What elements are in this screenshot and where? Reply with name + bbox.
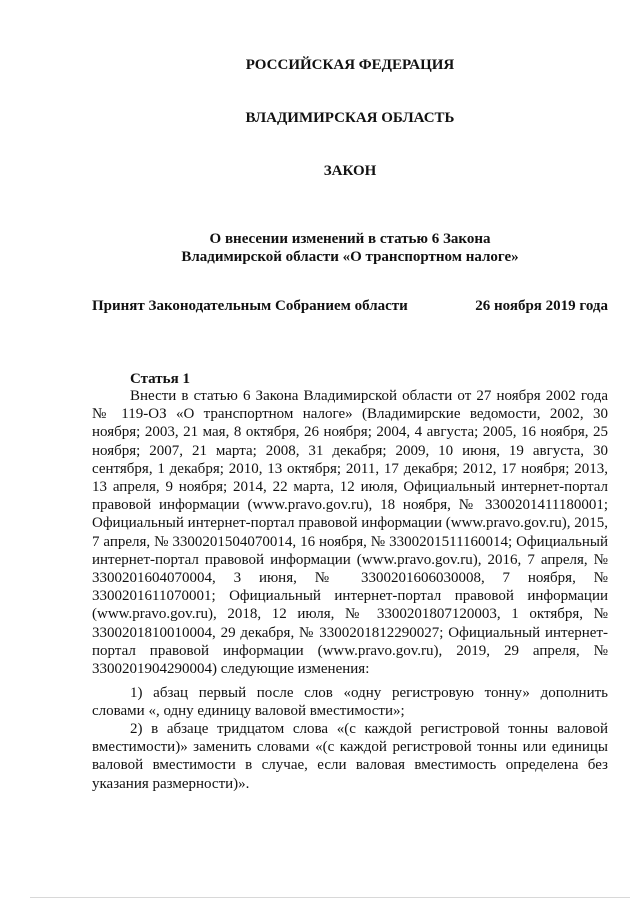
region-heading: ВЛАДИМИРСКАЯ ОБЛАСТЬ: [245, 110, 455, 126]
adoption-date: 26 ноября 2019 года: [475, 298, 608, 314]
article-intro-paragraph: Внести в статью 6 Закона Владимирской области от 27 ноября 2002 года № 119-ОЗ «О транспортном налоге» (Владимирские ведомости, 2002, 30 ноября; 2003, 21 мая, 8 октября, 26 ноября; 2004, 4 августа; 2005, 16 ноября, 25 ноября; 2007, 21 марта; 2008, 31 декабря; 2009, 10 июня, 19 августа, 30 сентября, 1 декабря; 2010, 13 октября; 2011, 17 декабря; 2012, 17 ноября; 2013, 13 апреля, 9 ноября; 2014, 22 марта, 12 июля, Официальный интернет-портал правовой информации (www.pravo.gov.ru), 18 ноября, № 3300201411180001; Официальный интернет-портал правовой информации (www.pravo.gov.ru), 2015, 7 апреля, № 3300201504070014, 16 ноября, № 3300201511160014; Официальный интернет-портал правовой информации (www.pravo.gov.ru), 2016, 7 апреля, № 3300201604070004, 3 июня, № 3300201606030008, 7 ноября, № 3300201611070001; Официальный интернет-портал правовой информации (www.pravo.gov.ru), 2018, 12 июля, № 3300201807120003, 1 октября, № 3300201810010004, 29 декабря, № 3300201812290027; Официальный интернет-портал правовой информации (www.pravo.gov.ru), 2019, 29 апреля, № 3300201904290004) следующие изменения:: [92, 388, 608, 678]
adoption-label: Принят Законодательным Собранием области: [92, 298, 408, 314]
amendment-item-1: 1) абзац первый после слов «одну регистровую тонну» дополнить словами «, одну единицу валовой вместимости»;: [92, 685, 608, 720]
law-title-line-2: Владимирской области «О транспортном налоге»: [181, 249, 519, 265]
law-title: [30, 230, 640, 266]
page-bottom-edge: [30, 897, 630, 898]
country-heading: РОССИЙСКАЯ ФЕДЕРАЦИЯ: [245, 57, 455, 73]
amendment-item-2: 2) в абзаце тридцатом слова «(с каждой регистровой тонны валовой вместимости)» заменить словами «(с каждой регистровой тонны или единицы валовой вместимости в случае, если валовая вместимость определена без указания размерности)».: [92, 721, 608, 792]
document-type-heading: ЗАКОН: [323, 163, 377, 179]
article-title: Статья 1: [130, 371, 190, 387]
law-title-line-1: О внесении изменений в статью 6 Закона: [209, 231, 491, 247]
